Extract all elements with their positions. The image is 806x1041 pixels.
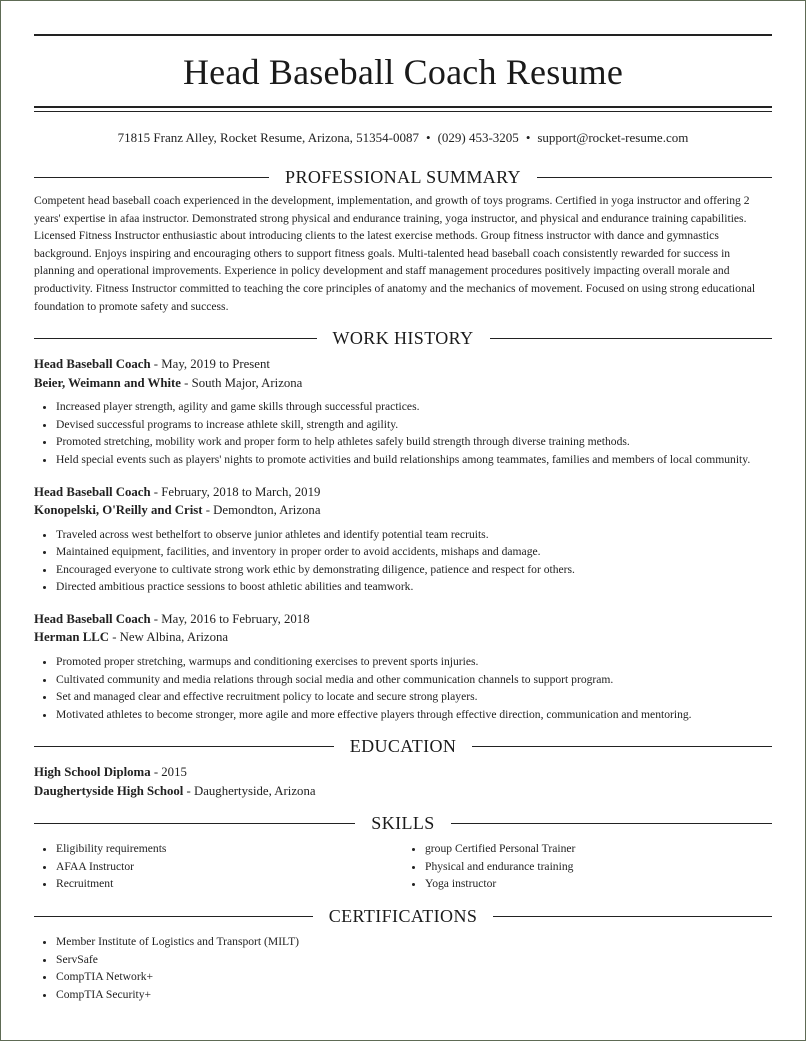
resume-title: Head Baseball Coach Resume — [182, 52, 624, 92]
job-dates: - May, 2019 to Present — [150, 357, 270, 372]
contact-line — [34, 130, 772, 146]
certifications-list — [34, 933, 772, 1003]
address: 71815 Franz Alley, Rocket Resume, Arizona, 51354-0087 — [117, 130, 419, 145]
list-item: • Encouraged everyone to cultivate strong work ethic by demonstrating diligence, patience and respect for others. — [56, 561, 772, 579]
employer-line — [34, 374, 772, 393]
list-item: • CompTIA Security+ — [56, 986, 772, 1004]
job-bullets — [34, 398, 772, 468]
list-item: • Member Institute of Logistics and Transport (MILT) — [56, 933, 772, 951]
skills-left-column — [34, 840, 403, 893]
education-entry — [34, 763, 772, 800]
list-item: • Physical and endurance training — [425, 858, 772, 876]
school: Daughertyside High School — [34, 783, 184, 798]
job-location: - Demondton, Arizona — [202, 503, 321, 518]
list-item: • AFAA Instructor — [56, 858, 403, 876]
job-bullets — [34, 653, 772, 723]
list-item: • Recruitment — [56, 875, 403, 893]
job-title: Head Baseball Coach — [34, 484, 151, 499]
list-item: • Traveled across west bethelfort to observe junior athletes and identify potential team recruits. — [56, 526, 772, 544]
job-title-line — [34, 610, 772, 629]
list-item: • Motivated athletes to become stronger, more agile and more effective players through effective direction, communication and mentoring. — [56, 706, 772, 724]
job-title-line — [34, 355, 772, 374]
title-rule — [34, 106, 772, 108]
email[interactable]: support@rocket-resume.com — [537, 130, 689, 145]
list-item: • Eligibility requirements — [56, 840, 403, 858]
list-item: • group Certified Personal Trainer — [425, 840, 772, 858]
job-dates: - May, 2016 to February, 2018 — [150, 611, 310, 626]
degree-year: - 2015 — [150, 765, 187, 780]
job-bullets — [34, 526, 772, 596]
resume-page — [34, 34, 772, 1003]
job-title-line — [34, 483, 772, 502]
list-item: • Promoted proper stretching, warmups and conditioning exercises to prevent sports injuries. — [56, 653, 772, 671]
job-entry — [34, 355, 772, 468]
job-dates: - February, 2018 to March, 2019 — [150, 484, 321, 499]
list-item: • ServSafe — [56, 951, 772, 969]
certifications-heading: CERTIFICATIONS — [34, 905, 772, 927]
employer: Beier, Weimann and White — [34, 375, 181, 390]
skills-heading: SKILLS — [34, 812, 772, 834]
job-list — [34, 355, 772, 723]
employer: Konopelski, O'Reilly and Crist — [34, 503, 203, 518]
skills-grid — [34, 840, 772, 893]
employer-line — [34, 628, 772, 647]
job-title: Head Baseball Coach — [34, 611, 151, 626]
education-heading: EDUCATION — [34, 735, 772, 757]
degree: High School Diploma — [34, 765, 151, 780]
title-rule-thin — [34, 111, 772, 112]
skills-right-column — [403, 840, 772, 893]
list-item: • Promoted stretching, mobility work and proper form to help athletes safely build strength through diverse training methods. — [56, 433, 772, 451]
separator: • — [525, 130, 531, 145]
school-location: - Daughertyside, Arizona — [183, 783, 316, 798]
list-item: • Devised successful programs to increase athlete skill, strength and agility. — [56, 416, 772, 434]
list-item: • Held special events such as players' nights to promote activities and build relationships among teammates, families and members of local community. — [56, 451, 772, 469]
school-line — [34, 782, 772, 801]
list-item: • Directed ambitious practice sessions to boost athletic abilities and teamwork. — [56, 578, 772, 596]
job-location: - New Albina, Arizona — [109, 630, 229, 645]
job-location: - South Major, Arizona — [180, 375, 303, 390]
job-entry — [34, 483, 772, 596]
work-history-heading: WORK HISTORY — [34, 327, 772, 349]
degree-line — [34, 763, 772, 782]
list-item: • CompTIA Network+ — [56, 968, 772, 986]
summary-heading: PROFESSIONAL SUMMARY — [34, 166, 772, 188]
list-item: • Yoga instructor — [425, 875, 772, 893]
list-item: • Set and managed clear and effective recruitment policy to locate and secure strong players. — [56, 688, 772, 706]
phone: (029) 453-3205 — [437, 130, 519, 145]
summary-text: Competent head baseball coach experienced in the development, implementation, and growth of toys programs. Certified in yoga instructor and offering 2 years' expertise in afaa instructor. Demonstrated strong physical and endurance training, yoga instructor, and physical and endurance training capabilities. Licensed Fitness Instructor enthusiastic about introducing clients to the latest exercise methods. Group fitness instructor with dance and gymnastics background. Enjoys inspiring and encouraging others to support fitness goals. Multi-talented head baseball coach consistently rewarded for success in planning and operational improvements. Experience in policy development and staff management procedures positively impacting overall morale and productivity. Fitness Instructor committed to teaching the core principles of anatomy and the mechanics of movement. Focused on using strong educational foundation to promote safety and success. — [34, 194, 756, 313]
employer: Herman LLC — [34, 630, 110, 645]
list-item: • Cultivated community and media relations through social media and other communication channels to support program. — [56, 671, 772, 689]
list-item: • Increased player strength, agility and game skills through successful practices. — [56, 398, 772, 416]
job-entry — [34, 610, 772, 723]
job-title: Head Baseball Coach — [34, 357, 151, 372]
list-item: • Maintained equipment, facilities, and inventory in proper order to avoid accidents, mishaps and damage. — [56, 543, 772, 561]
employer-line — [34, 501, 772, 520]
separator: • — [426, 130, 431, 145]
